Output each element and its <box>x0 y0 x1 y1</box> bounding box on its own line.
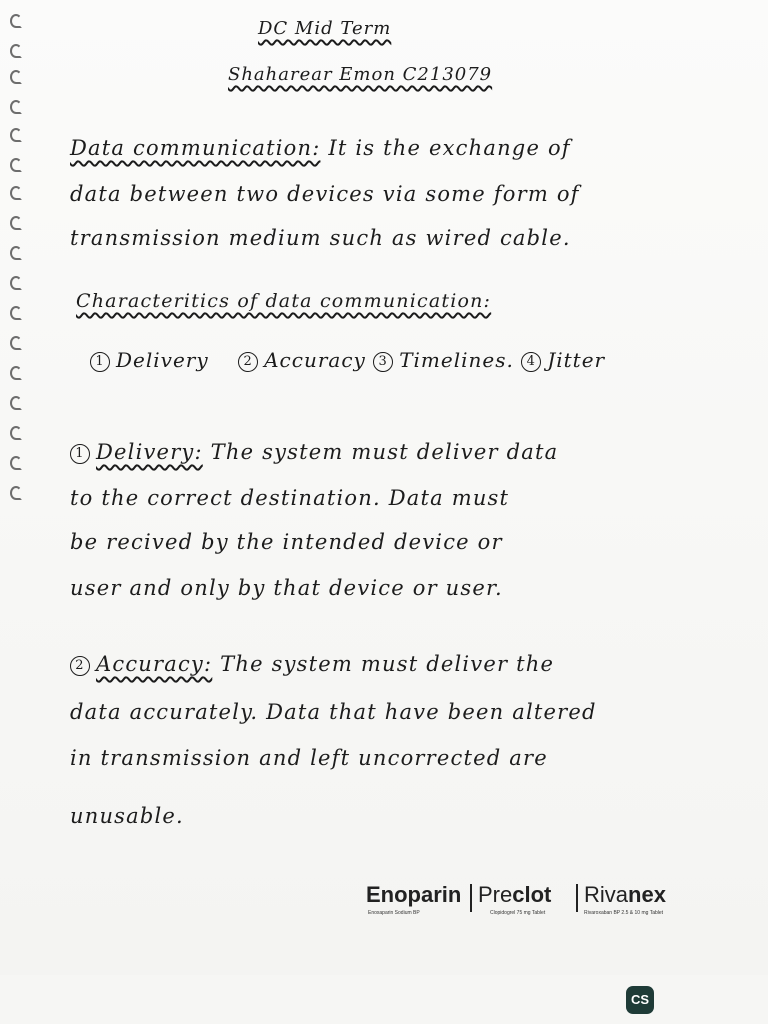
brand-enoparin-sub: Enoxaparin Sodium BP <box>368 910 420 916</box>
brand-preclot-sub: Clopidogrel 75 mg Tablet <box>490 910 546 916</box>
binding-hole <box>10 128 22 142</box>
brand-preclot <box>478 882 551 908</box>
definition-text: It is the exchange of <box>328 136 571 160</box>
characteristic-label: Accuracy <box>264 348 366 372</box>
accuracy-line-1 <box>70 652 554 676</box>
binding-hole <box>10 336 22 350</box>
definition-line-3: transmission medium such as wired cable. <box>70 226 571 250</box>
accuracy-text: The system must deliver the <box>220 652 555 676</box>
characteristic-item <box>373 348 514 372</box>
delivery-text: The system must deliver data <box>210 440 559 464</box>
characteristic-label: Delivery <box>116 348 209 372</box>
binding-hole <box>10 246 22 260</box>
characteristic-item <box>521 348 605 372</box>
definition-line-1 <box>70 136 571 160</box>
author-line: Shaharear Emon C213079 <box>228 64 493 85</box>
page-title: DC Mid Term <box>258 18 392 39</box>
characteristic-item <box>238 348 366 372</box>
number-circle: 1 <box>90 352 110 372</box>
brand-rivanex-b: nex <box>628 882 666 907</box>
characteristics-list <box>90 348 605 372</box>
binding-hole <box>10 306 22 320</box>
characteristic-label: Timelines. <box>399 348 514 372</box>
brand-separator <box>576 884 578 912</box>
brand-rivanex <box>584 882 666 908</box>
brand-rivanex-a: Riva <box>584 882 629 907</box>
characteristic-label: Jitter <box>547 348 606 372</box>
binding-hole <box>10 14 22 28</box>
brand-preclot-b: clot <box>512 882 552 907</box>
binding-hole <box>10 426 22 440</box>
binding-hole <box>10 158 22 172</box>
characteristic-item <box>90 348 209 372</box>
delivery-line-4: user and only by that device or user. <box>70 576 503 600</box>
binding-hole <box>10 486 22 500</box>
binding-hole <box>10 366 22 380</box>
number-circle: 3 <box>373 352 393 372</box>
delivery-line-1 <box>70 440 558 464</box>
number-circle: 2 <box>70 656 90 676</box>
delivery-line-3: be recived by the intended device or <box>70 530 503 554</box>
binding-hole <box>10 276 22 290</box>
number-circle: 2 <box>238 352 258 372</box>
accuracy-line-2: data accurately. Data that have been altered <box>70 700 597 724</box>
delivery-term: Delivery: <box>96 440 203 464</box>
brand-enoparin: Enoparin <box>366 882 462 907</box>
brand-preclot-a: Pre <box>478 882 513 907</box>
characteristics-heading: Characteritics of data communication: <box>76 290 492 312</box>
brand-separator <box>470 884 472 912</box>
accuracy-line-4: unusable. <box>70 804 184 828</box>
binding-hole <box>10 396 22 410</box>
binding-hole <box>10 216 22 230</box>
camscanner-badge: CS <box>626 986 654 1014</box>
binding-hole <box>10 100 22 114</box>
brand-rivanex-sub: Rivaroxaban BP 2.5 & 10 mg Tablet <box>584 910 664 916</box>
number-circle: 1 <box>70 444 90 464</box>
delivery-line-2: to the correct destination. Data must <box>70 486 510 510</box>
spiral-binding <box>6 10 30 530</box>
footer-brand-logos <box>366 882 696 922</box>
accuracy-term: Accuracy: <box>96 652 213 676</box>
binding-hole <box>10 456 22 470</box>
binding-hole <box>10 70 22 84</box>
binding-hole <box>10 186 22 200</box>
accuracy-line-3: in transmission and left uncorrected are <box>70 746 548 770</box>
definition-term: Data communication: <box>70 136 321 160</box>
definition-line-2: data between two devices via some form of <box>70 182 580 206</box>
binding-hole <box>10 44 22 58</box>
number-circle: 4 <box>521 352 541 372</box>
